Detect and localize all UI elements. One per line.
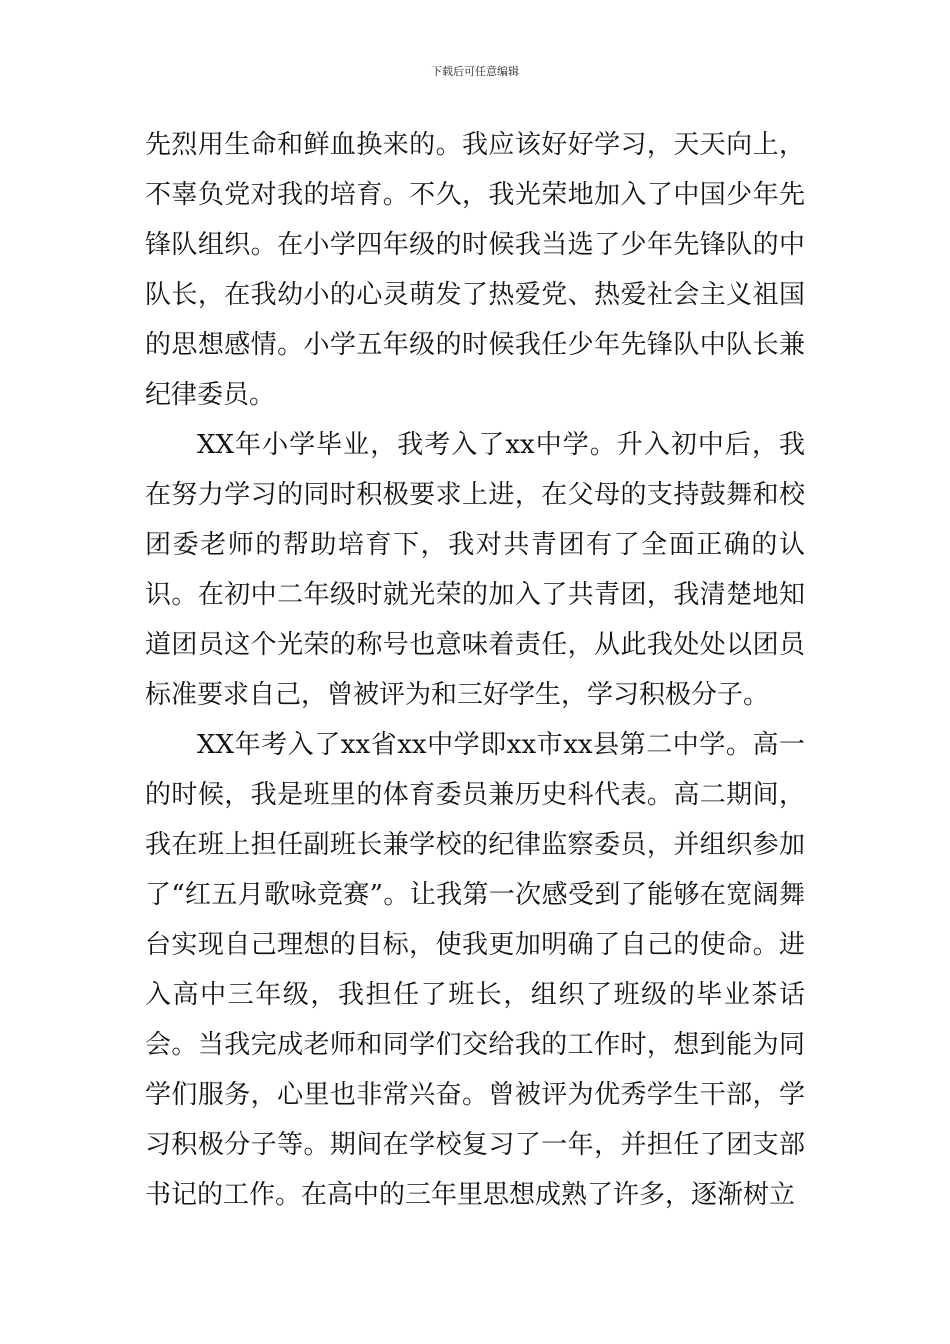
paragraph-high-school: XX年考入了xx省xx中学即xx市xx县第二中学。高一的时候，我是班里的体育委员兼历史科代表。高二期间，我在班上担任副班长兼学校的纪律监察委员，并组织参加了“红五月歌咏竞赛”。让我第一次感受到了能够在宽阔舞台实现自己理想的目标，使我更加明确了自己的使命。进入高中三年级，我担任了班长，组织了班级的毕业茶话会。当我完成老师和同学们交给我的工作时，想到能为同学们服务，心里也非常兴奋。曾被评为优秀学生干部，学习积极分子等。期间在学校复习了一年，并担任了团支部书记的工作。在高中的三年里思想成熟了许多，逐渐树立 (145, 730, 805, 1210)
paragraph-middle-school: XX年小学毕业，我考入了xx中学。升入初中后，我在努力学习的同时积极要求上进，在父母的支持鼓舞和校团委老师的帮助培育下，我对共青团有了全面正确的认识。在初中二年级时就光荣的加入了共青团，我清楚地知道团员这个光荣的称号也意味着责任，从此我处处以团员标准要求自己，曾被评为和三好学生，学习积极分子。 (145, 430, 805, 710)
paragraph-continuation: 先烈用生命和鲜血换来的。我应该好好学习，天天向上，不辜负党对我的培育。不久，我光荣地加入了中国少年先锋队组织。在小学四年级的时候我当选了少年先锋队的中队长，在我幼小的心灵萌发了热爱党、热爱社会主义祖国的思想感情。小学五年级的时候我任少年先锋队中队长兼纪律委员。 (145, 130, 805, 410)
page-header: 下载后可任意编辑 (431, 65, 519, 78)
document-body (145, 120, 805, 1220)
